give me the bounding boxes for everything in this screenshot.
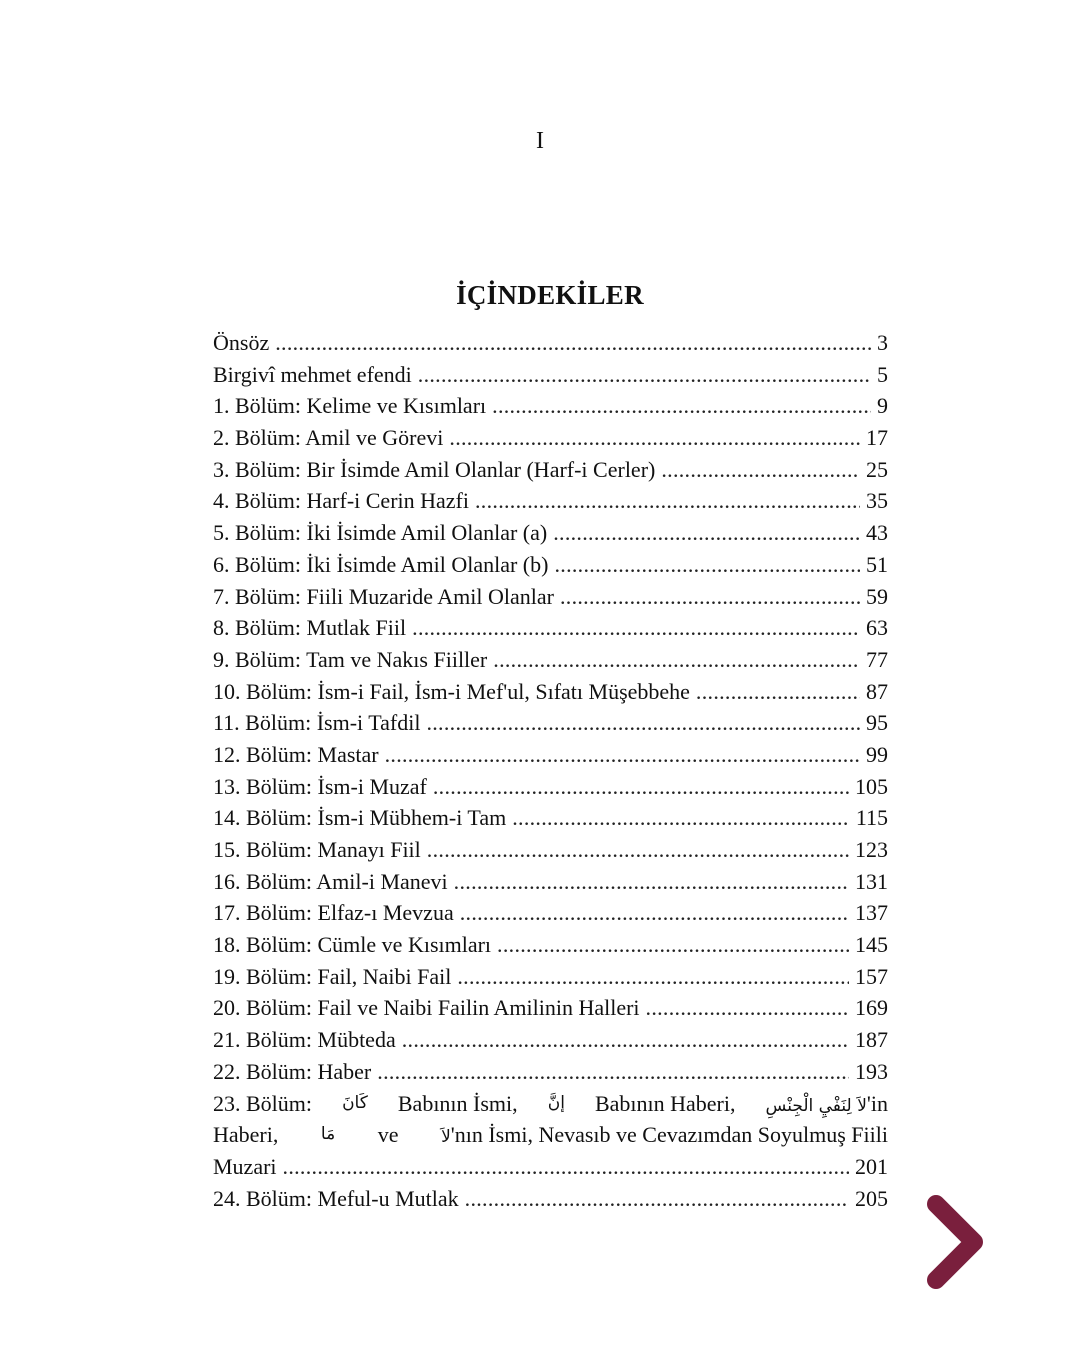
toc-label: 5. Bölüm: İki İsimde Amil Olanlar (a) [213, 520, 548, 546]
toc-page: 201 [855, 1153, 888, 1179]
toc-page: 99 [866, 741, 888, 767]
arabic-text: لِنَفْيِ الْجِنْسِ [765, 1095, 852, 1116]
toc-entry-24 [213, 1183, 888, 1215]
toc-label: 1. Bölüm: Kelime ve Kısımları [213, 393, 487, 419]
dot-leader [560, 581, 860, 613]
dot-leader [492, 390, 871, 422]
dot-leader [433, 771, 849, 803]
toc-page: 43 [866, 520, 888, 546]
toc-entry [213, 390, 888, 422]
toc-label: 2. Bölüm: Amil ve Görevi [213, 425, 444, 451]
page-number: I [536, 128, 544, 154]
toc-entry [213, 707, 888, 739]
toc-entry [213, 327, 888, 359]
toc-entry [213, 517, 888, 549]
toc-label: 21. Bölüm: Mübteda [213, 1027, 396, 1053]
dot-leader [385, 739, 860, 771]
toc-page: 169 [855, 995, 888, 1021]
page-title: İÇİNDEKİLER [456, 280, 644, 310]
toc-page: 59 [866, 583, 888, 609]
toc-page: 77 [866, 646, 888, 672]
dot-leader [377, 1056, 849, 1088]
toc-text: 'in [866, 1090, 888, 1116]
toc-page: 3 [877, 330, 888, 355]
dot-leader [457, 961, 849, 993]
toc-label: 9. Bölüm: Tam ve Nakıs Fiiller [213, 646, 488, 672]
toc-label: 10. Bölüm: İsm-i Fail, İsm-i Mef'ul, Sıfatı Müşebbehe [213, 678, 690, 704]
toc-label: 6. Bölüm: İki İsimde Amil Olanlar (b) [213, 551, 549, 577]
arabic-text: إنَّ [547, 1092, 565, 1113]
toc-label: 14. Bölüm: İsm-i Mübhem-i Tam [213, 805, 507, 831]
dot-leader [554, 549, 860, 581]
toc-entry [213, 422, 888, 454]
toc-entry [213, 992, 888, 1024]
dot-leader [418, 359, 871, 391]
toc-text: 'nın İsmi, Nevasıb ve Cevazımdan Soyulmuş Fiili [450, 1122, 888, 1148]
toc-label: 18. Bölüm: Cümle ve Kısımları [213, 932, 492, 958]
toc-label: 7. Bölüm: Fiili Muzaride Amil Olanlar [213, 583, 554, 609]
toc-entry [213, 581, 888, 613]
table-of-contents [213, 327, 888, 1214]
toc-text: Babının İsmi, [397, 1090, 518, 1116]
toc-entry [213, 771, 888, 803]
toc-entry [213, 739, 888, 771]
toc-label: 19. Bölüm: Fail, Naibi Fail [213, 963, 452, 989]
toc-page: 115 [855, 805, 888, 831]
toc-label: 13. Bölüm: İsm-i Muzaf [213, 773, 427, 799]
dot-leader [497, 929, 849, 961]
toc-entry [213, 359, 888, 391]
dot-leader [696, 676, 860, 708]
arabic-text: كَانَ [342, 1092, 368, 1113]
toc-page: 157 [855, 963, 888, 989]
toc-page: 105 [855, 773, 888, 799]
toc-page: 87 [866, 678, 888, 704]
toc-label: Muzari [213, 1153, 277, 1179]
toc-text-group [766, 1088, 888, 1120]
toc-entry [213, 802, 888, 834]
toc-entry [213, 866, 888, 898]
toc-entry-23 [213, 1088, 888, 1183]
toc-page: 35 [866, 488, 888, 514]
toc-page: 205 [855, 1185, 888, 1211]
toc-text: ve [377, 1122, 399, 1148]
toc-entry [213, 834, 888, 866]
dot-leader [493, 644, 860, 676]
toc-label: 11. Bölüm: İsm-i Tafdil [213, 710, 421, 736]
toc-entry-23-line-1 [213, 1088, 888, 1120]
toc-page: 51 [866, 551, 888, 577]
toc-label: 20. Bölüm: Fail ve Naibi Failin Amilinin Halleri [213, 995, 640, 1021]
toc-entry-23-line-3 [213, 1151, 888, 1183]
toc-label: 3. Bölüm: Bir İsimde Amil Olanlar (Harf-i Cerler) [213, 456, 656, 482]
dot-leader [402, 1024, 849, 1056]
arabic-text: لاَ [857, 1095, 867, 1116]
arabic-text: مَا [320, 1124, 336, 1145]
toc-page: 145 [855, 932, 888, 958]
toc-text: Babının Haberi, [594, 1090, 736, 1116]
toc-entry [213, 676, 888, 708]
toc-page: 123 [855, 837, 888, 862]
toc-entry-23-line-2 [213, 1119, 888, 1151]
dot-leader [460, 897, 849, 929]
arabic-text: لاَ [441, 1127, 451, 1148]
dot-leader [426, 707, 860, 739]
dot-leader [465, 1183, 849, 1215]
toc-entry [213, 644, 888, 676]
toc-page: 17 [866, 425, 888, 451]
toc-entry [213, 897, 888, 929]
toc-label: 22. Bölüm: Haber [213, 1058, 372, 1084]
toc-page: 9 [877, 393, 888, 419]
toc-label: 8. Bölüm: Mutlak Fiil [213, 615, 407, 641]
toc-label: 16. Bölüm: Amil-i Manevi [213, 868, 448, 894]
dot-leader [475, 485, 860, 517]
dot-leader [646, 992, 849, 1024]
toc-page: 95 [866, 710, 888, 736]
toc-text: Haberi, [213, 1122, 279, 1148]
next-page-button[interactable] [922, 1192, 994, 1292]
toc-label: 12. Bölüm: Mastar [213, 741, 379, 767]
dot-leader [661, 454, 860, 486]
toc-page: 193 [855, 1058, 888, 1084]
toc-page: 63 [866, 615, 888, 641]
toc-label: Önsöz [213, 330, 270, 355]
dot-leader [275, 327, 871, 359]
toc-label: 15. Bölüm: Manayı Fiil [213, 837, 421, 862]
toc-label: 4. Bölüm: Harf-i Cerin Hazfi [213, 488, 469, 514]
toc-page: 25 [866, 456, 888, 482]
toc-entry [213, 549, 888, 581]
dot-leader [454, 866, 849, 898]
toc-entry [213, 612, 888, 644]
toc-page: 187 [855, 1027, 888, 1053]
toc-label: 24. Bölüm: Meful-u Mutlak [213, 1185, 459, 1211]
toc-entry [213, 961, 888, 993]
dot-leader [553, 517, 860, 549]
toc-page: 131 [855, 868, 888, 894]
dot-leader [283, 1151, 849, 1183]
toc-text: 23. Bölüm: [213, 1090, 313, 1116]
dot-leader [412, 612, 860, 644]
toc-entry [213, 485, 888, 517]
toc-text-group [441, 1119, 888, 1151]
chevron-right-icon [922, 1192, 994, 1292]
toc-entry [213, 1056, 888, 1088]
toc-entry [213, 929, 888, 961]
dot-leader [427, 834, 849, 866]
toc-page: 5 [877, 361, 888, 387]
toc-label: 17. Bölüm: Elfaz-ı Mevzua [213, 900, 454, 926]
toc-entry [213, 1024, 888, 1056]
toc-page: 137 [855, 900, 888, 926]
toc-entry [213, 454, 888, 486]
dot-leader [449, 422, 860, 454]
toc-label: Birgivî mehmet efendi [213, 361, 412, 387]
dot-leader [512, 802, 850, 834]
